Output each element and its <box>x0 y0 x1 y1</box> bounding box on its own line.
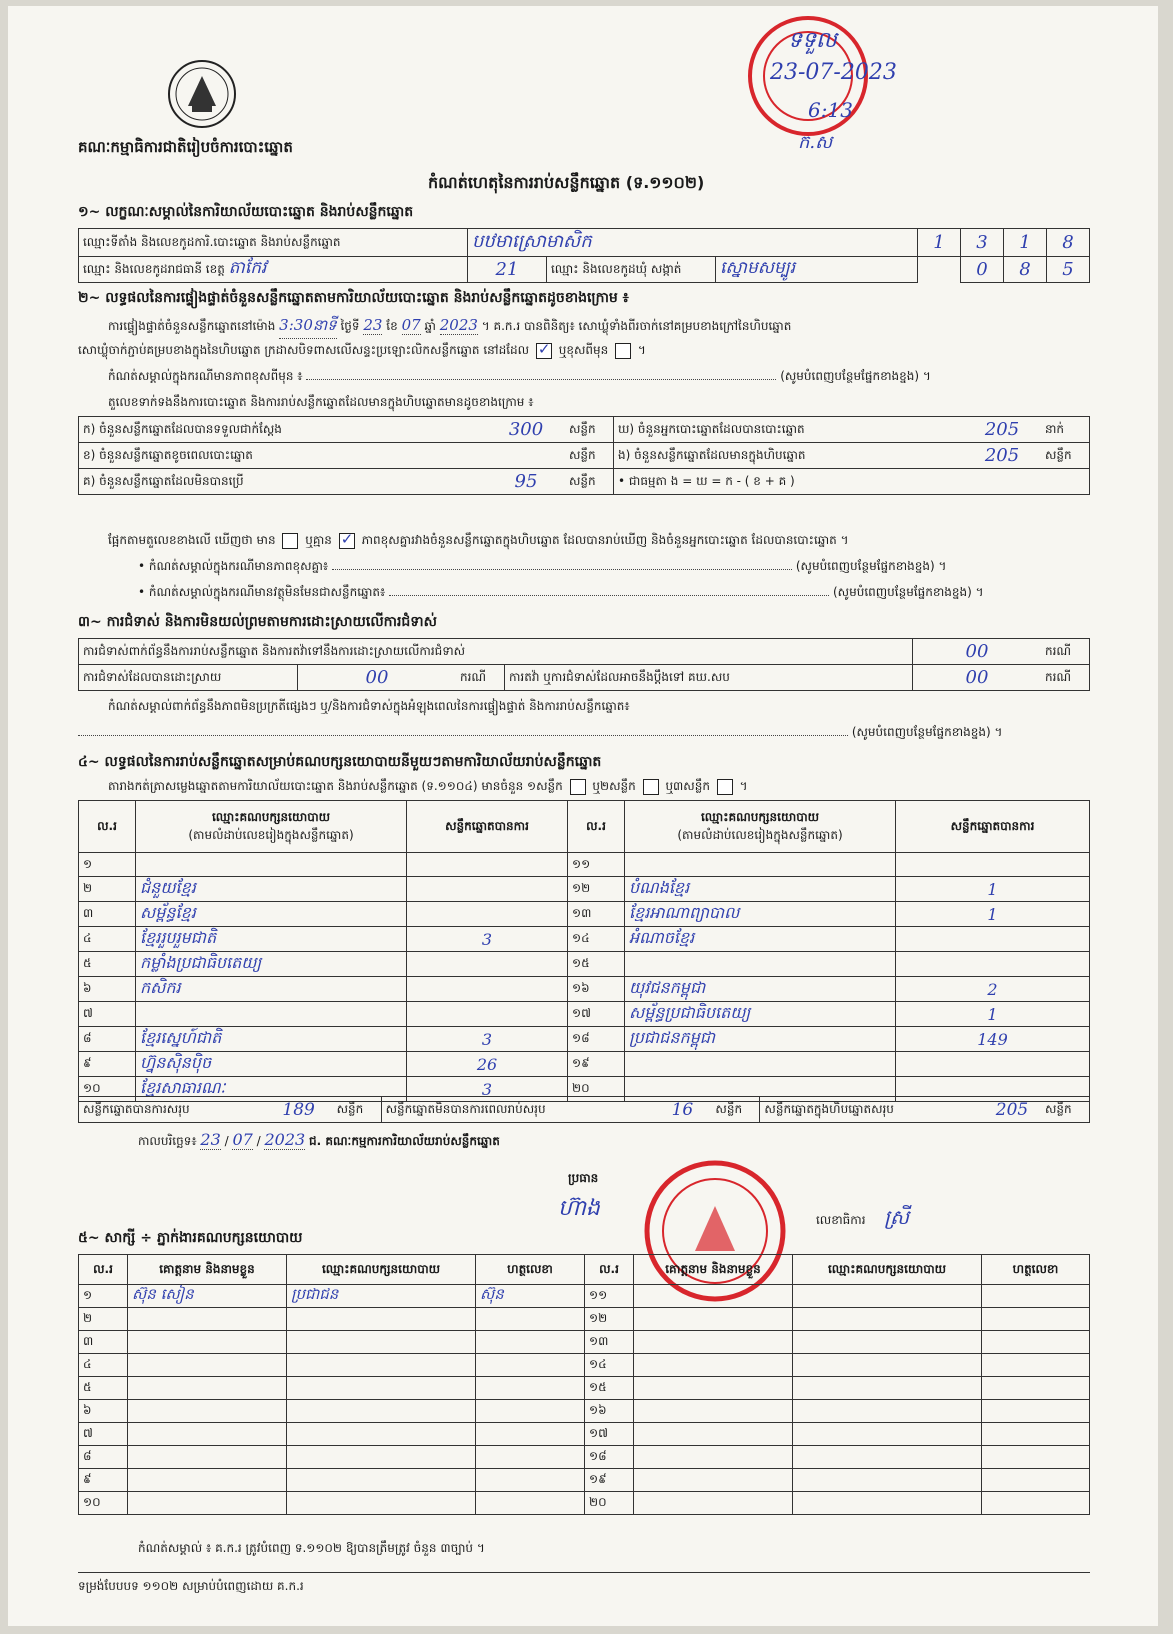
verification-day-label: ថ្ងៃទី <box>340 319 360 333</box>
witness-name <box>634 1377 793 1400</box>
section2-heading: ២~ លទ្ធផលនៃការផ្ទៀងផ្ទាត់ចំនួនសន្លឹកឆ្នោតតាមការិយាល័យបោះឆ្នោត និងរាប់សន្លឹកឆ្នោតដូចខាងក្រោម ៖ <box>78 290 629 306</box>
witness-no: ៥ <box>79 1377 128 1400</box>
irregularity-hint: (សូមបំពេញបន្ថែមផ្នែកខាងខ្នង) ។ <box>851 725 1003 739</box>
result-party: ខ្មែរសាធារណៈ <box>136 1077 407 1102</box>
witness-no: ៩ <box>79 1469 128 1492</box>
witness-signature <box>476 1400 585 1423</box>
results-row <box>79 902 1090 927</box>
org-name: គណៈកម្មាធិការជាតិរៀបចំការបោះឆ្នោត <box>78 138 293 156</box>
witness-name <box>634 1400 793 1423</box>
result-votes <box>407 952 568 977</box>
witness-row <box>79 1308 1090 1331</box>
witness-name <box>128 1377 287 1400</box>
ballots-in-box-label: ង) ចំនួនសន្លឹកឆ្នោតដែលមានក្នុងហិបឆ្នោត <box>614 443 964 469</box>
secretary-signature: ស្រី <box>884 1205 909 1229</box>
witness-signature <box>476 1354 585 1377</box>
location-code-2: 3 <box>961 229 1004 257</box>
witness-name <box>128 1492 287 1515</box>
result-votes: 26 <box>407 1052 568 1077</box>
witness-no: ៣ <box>79 1331 128 1354</box>
witness-no: ១៣ <box>585 1331 634 1354</box>
result-no: ២ <box>79 877 136 902</box>
witness-no: ៤ <box>79 1354 128 1377</box>
province-code: 21 <box>468 257 547 283</box>
result-party <box>625 952 896 977</box>
witness-signature <box>476 1469 585 1492</box>
col-party-right: ឈ្មោះគណបក្សនយោបាយ (តាមលំដាប់លេខរៀងក្នុងសន្លឹកឆ្នោត) <box>625 801 896 853</box>
witness-col-party-right: ឈ្មោះគណបក្សនយោបាយ <box>793 1255 982 1285</box>
received-label: ទទួល <box>788 28 837 53</box>
section3-heading: ៣~ ការជំទាស់ និងការមិនយល់ព្រមតាមការដោះស្រាយលើការជំទាស់ <box>78 614 437 630</box>
results-table <box>78 800 1090 1102</box>
voters-voted-unit: នាក់ <box>1041 417 1090 443</box>
witness-party <box>287 1331 476 1354</box>
received-time: 6:13 <box>808 98 853 122</box>
section1-heading: ១~ លក្ខណៈសម្គាល់នៃការិយាល័យបោះឆ្នោត និងរាប់សន្លឹកឆ្នោត <box>78 204 414 220</box>
object-note-label: • កំណត់សម្គាល់ក្នុងករណីមានវត្ថុមិនមែនជាសន្លឹកឆ្នោត៖ <box>138 585 386 599</box>
result-party <box>136 853 407 877</box>
result-party: សម្ព័ន្ធប្រជាធិបតេយ្យ <box>625 1002 896 1027</box>
discrepancy-yes-checkbox[interactable] <box>282 533 298 549</box>
tally-intro-end: ។ <box>739 779 748 793</box>
witness-party <box>793 1354 982 1377</box>
result-votes <box>407 877 568 902</box>
discrepancy-line <box>108 532 849 550</box>
verification-rest: ។ គ.ក.រ បានពិនិត្យ៖ សោឃ្លុំទាំងពីរចាក់នៅគម្របខាងក្រៅនៃហិបឆ្នោត <box>481 319 792 333</box>
result-votes: 3 <box>407 1027 568 1052</box>
witness-col-no-left: ល.រ <box>79 1255 128 1285</box>
result-votes: 2 <box>896 977 1090 1002</box>
result-no: ៨ <box>79 1027 136 1052</box>
witness-signature <box>982 1354 1090 1377</box>
signature-date-line: កាលបរិច្ឆេទ៖ 23 / 07 / 2023 ជ. គណៈកម្មការការិយាល័យរាប់សន្លឹកឆ្នោត <box>138 1130 500 1149</box>
witness-footnote: កំណត់សម្គាល់ ៖ គ.ក.រ ត្រូវបំពេញ ទ.១១០២ ឱ្យបានត្រឹមត្រូវ ចំនួន ៣ច្បាប់ ។ <box>138 1541 485 1555</box>
witness-row <box>79 1377 1090 1400</box>
witness-party <box>793 1331 982 1354</box>
results-row <box>79 853 1090 877</box>
three-sheet-checkbox[interactable] <box>717 779 733 795</box>
results-row <box>79 1002 1090 1027</box>
date-month: 07 <box>232 1130 253 1149</box>
witness-party <box>287 1400 476 1423</box>
verification-line <box>108 316 791 339</box>
witness-party: ប្រជាជន <box>287 1285 476 1308</box>
figures-intro: តួលេខទាក់ទងនឹងការបោះឆ្នោត និងការរាប់សន្លឹកឆ្នោតដែលមានក្នុងហិបឆ្នោតមានដូចខាងក្រោម ៖ <box>108 395 534 409</box>
witness-no: ១២ <box>585 1308 634 1331</box>
witness-no: ១៧ <box>585 1423 634 1446</box>
witness-signature <box>982 1492 1090 1515</box>
result-no: ២០ <box>568 1077 625 1102</box>
witness-name <box>634 1354 793 1377</box>
witness-signature <box>476 1331 585 1354</box>
witness-col-party-left: ឈ្មោះគណបក្សនយោបាយ <box>287 1255 476 1285</box>
witness-no: ៨ <box>79 1446 128 1469</box>
objections-unit: ករណី <box>1041 639 1090 665</box>
result-no: ១៦ <box>568 977 625 1002</box>
total-valid-value: 189 <box>265 1097 333 1123</box>
ballots-in-box-value: 205 <box>963 443 1041 469</box>
witness-col-sign-right: ហត្ថលេខា <box>982 1255 1090 1285</box>
seal-end: ។ <box>637 343 646 357</box>
witness-party <box>793 1308 982 1331</box>
witness-party <box>793 1446 982 1469</box>
location-label: ឈ្មោះទីតាំង និងលេខកូដការិ.បោះឆ្នោត និងរាប់សន្លឹកឆ្នោត <box>79 229 468 257</box>
commune-code-3: 5 <box>1047 257 1090 283</box>
total-box-unit: សន្លឹក <box>1041 1097 1090 1123</box>
result-party: ខ្មែរអាណាព្យាបាល <box>625 902 896 927</box>
witness-name: ស៊ុន សៀន <box>128 1285 287 1308</box>
result-no: ៦ <box>79 977 136 1002</box>
form-page <box>8 6 1158 1626</box>
witness-party <box>287 1469 476 1492</box>
col-party-left: ឈ្មោះគណបក្សនយោបាយ (តាមលំដាប់លេខរៀងក្នុងសន្លឹកឆ្នោត) <box>136 801 407 853</box>
location-code-4: 8 <box>1047 229 1090 257</box>
object-note-line <box>138 584 984 602</box>
witness-party <box>287 1377 476 1400</box>
witness-row <box>79 1400 1090 1423</box>
tally-intro-b: ឬ២សន្លឹក <box>592 779 636 793</box>
witness-signature <box>476 1492 585 1515</box>
witness-party <box>793 1400 982 1423</box>
secretary-label: លេខាធិការ <box>816 1213 866 1227</box>
document-title: កំណត់ហេតុនៃការរាប់សន្លឹកឆ្នោត (ទ.១១០២) <box>428 173 705 192</box>
witness-no: ១៦ <box>585 1400 634 1423</box>
difference-note-label: • កំណត់សម្គាល់ក្នុងករណីមានភាពខុសគ្នា៖ <box>138 559 329 573</box>
witness-party <box>793 1423 982 1446</box>
witness-row <box>79 1492 1090 1515</box>
changed-label: ឬខុសពីមុន <box>558 343 609 357</box>
witness-no: ១០ <box>79 1492 128 1515</box>
result-votes <box>896 1052 1090 1077</box>
objections-table <box>78 638 1090 691</box>
footer-divider <box>78 1572 1090 1573</box>
witness-no: ១៩ <box>585 1469 634 1492</box>
witness-party <box>793 1285 982 1308</box>
result-party <box>625 853 896 877</box>
received-ballots-label: ក) ចំនួនសន្លឹកឆ្នោតដែលបានទទួលជាក់ស្តែង <box>79 417 488 443</box>
total-box-label: សន្លឹកឆ្នោតក្នុងហិបឆ្នោតសរុប <box>760 1097 983 1123</box>
received-ballots-unit: សន្លឹក <box>565 417 614 443</box>
unchanged-checkbox[interactable] <box>536 343 552 359</box>
figures-table <box>78 416 1090 495</box>
witness-col-name-left: គោត្តនាម និងនាមខ្លួន <box>128 1255 287 1285</box>
location-value: បឋមាស្រោមាសិក <box>468 229 918 257</box>
witness-party <box>793 1492 982 1515</box>
footer-text: ទម្រង់បែបបទ ១១០២ សម្រាប់បំពេញដោយ គ.ក.រ <box>78 1579 304 1593</box>
result-votes <box>896 952 1090 977</box>
received-signature: ក.ស <box>798 132 833 153</box>
witness-no: ៧ <box>79 1423 128 1446</box>
result-party: សម្ព័ន្ធខ្មែរ <box>136 902 407 927</box>
result-votes <box>896 927 1090 952</box>
witness-name <box>128 1308 287 1331</box>
unused-ballots-label: គ) ចំនួនសន្លឹកឆ្នោតដែលមិនបានប្រើ <box>79 469 488 495</box>
result-no: ៤ <box>79 927 136 952</box>
witness-name <box>634 1423 793 1446</box>
verification-year-label: ឆ្នាំ <box>424 319 436 333</box>
unused-ballots-value: 95 <box>487 469 565 495</box>
objections-label: ការជំទាស់ពាក់ព័ន្ធនឹងការរាប់សន្លឹកឆ្នោត និងការតវ៉ាទៅនឹងការដោះស្រាយលើការជំទាស់ <box>79 639 913 665</box>
result-party: ជំនួយខ្មែរ <box>136 877 407 902</box>
witness-signature <box>476 1377 585 1400</box>
discrepancy-a: ផ្អែកតាមតួលេខខាងលើ ឃើញថា មាន <box>108 533 276 547</box>
witness-party <box>287 1354 476 1377</box>
witness-signature <box>476 1308 585 1331</box>
result-no: ១៥ <box>568 952 625 977</box>
result-party <box>625 1052 896 1077</box>
results-row <box>79 1027 1090 1052</box>
result-votes <box>407 853 568 877</box>
witness-signature <box>982 1308 1090 1331</box>
result-no: ១៨ <box>568 1027 625 1052</box>
total-valid-label: សន្លឹកឆ្នោតបានការសរុប <box>79 1097 265 1123</box>
witness-name <box>634 1285 793 1308</box>
received-date: 23-07-2023 <box>770 60 897 85</box>
result-party: ខ្មែររួបរួមជាតិ <box>136 927 407 952</box>
verification-day: 23 <box>363 316 383 334</box>
witness-party <box>793 1469 982 1492</box>
witness-table <box>78 1254 1090 1515</box>
irregularity-line <box>78 724 1002 742</box>
result-party: ប្រជាជនកម្ពុជា <box>625 1027 896 1052</box>
resolved-label: ការជំទាស់ដែលបានដោះស្រាយ <box>79 665 298 691</box>
result-votes <box>896 853 1090 877</box>
result-votes: 1 <box>896 877 1090 902</box>
witness-name <box>128 1446 287 1469</box>
seal-text: សោឃ្លុំចាក់ភ្ជាប់គម្របខាងក្នុងនៃហិបឆ្នោត ក្រដាសបិទពាសលើសន្ទះប្រឡោះលិកសន្លឹកឆ្នោត នៅដដែល <box>78 343 530 357</box>
witness-row <box>79 1423 1090 1446</box>
witness-no: ១៤ <box>585 1354 634 1377</box>
verification-year: 2023 <box>439 316 478 334</box>
witness-signature <box>982 1423 1090 1446</box>
appeal-unit: ករណី <box>1041 665 1090 691</box>
location-code-1: 1 <box>918 229 961 257</box>
witness-signature <box>982 1285 1090 1308</box>
witness-name <box>634 1331 793 1354</box>
total-invalid-value: 16 <box>653 1097 711 1123</box>
witness-row <box>79 1469 1090 1492</box>
result-party: ខ្មែរស្នេហ៍ជាតិ <box>136 1027 407 1052</box>
date-year: 2023 <box>264 1130 306 1149</box>
witness-no: ២ <box>79 1308 128 1331</box>
commune-label: ឈ្មោះ និងលេខកូដឃុំ សង្កាត់ <box>547 257 716 283</box>
location-code-3: 1 <box>1004 229 1047 257</box>
result-votes: 1 <box>896 902 1090 927</box>
resolved-value: 00 <box>298 665 457 691</box>
verification-month: 07 <box>401 316 421 334</box>
commune-value: ស្នោមសម្បូរ <box>716 257 918 283</box>
committee-label: ជ. គណៈកម្មការការិយាល័យរាប់សន្លឹកឆ្នោត <box>309 1134 500 1148</box>
section1-table <box>78 228 1090 283</box>
witness-signature <box>982 1446 1090 1469</box>
irregularity-note: កំណត់សម្គាល់ពាក់ព័ន្ធនឹងភាពមិនប្រក្រតីផ្សេងៗ ឬ/និងការជំទាស់ក្នុងអំឡុងពេលនៃការផ្ទៀងផ្ទាត់ និងការរាប់សន្លឹកឆ្នោត៖ <box>108 699 630 713</box>
col-no-left: ល.រ <box>79 801 136 853</box>
formula-note: • ជាធម្មតា ង = ឃ = ក - ( ខ + គ ) <box>614 469 1090 495</box>
witness-signature <box>982 1377 1090 1400</box>
spoiled-ballots-unit: សន្លឹក <box>565 443 614 469</box>
section4-heading: ៤~ លទ្ធផលនៃការរាប់សន្លឹកឆ្នោតសម្រាប់គណបក្សនយោបាយនីមួយៗតាមការិយាល័យរាប់សន្លឹកឆ្នោត <box>78 754 602 770</box>
change-note-line <box>108 368 931 386</box>
results-row <box>79 927 1090 952</box>
col-votes-right: សន្លឹកឆ្នោតបានការ <box>896 801 1090 853</box>
total-invalid-unit: សន្លឹក <box>711 1097 760 1123</box>
two-sheet-checkbox[interactable] <box>643 779 659 795</box>
col-votes-left: សន្លឹកឆ្នោតបានការ <box>407 801 568 853</box>
result-party: បំណងខ្មែរ <box>625 877 896 902</box>
appeal-label: ការតវ៉ា ឬការជំទាស់ដែលអាចនឹងប្តឹងទៅ គឃ.សប <box>505 665 913 691</box>
result-party <box>136 1002 407 1027</box>
total-invalid-label: សន្លឹកឆ្នោតមិនបានការពេលរាប់សរុប <box>381 1097 653 1123</box>
witness-col-sign-left: ហត្ថលេខា <box>476 1255 585 1285</box>
result-no: ៥ <box>79 952 136 977</box>
witness-name <box>634 1469 793 1492</box>
witness-party <box>287 1308 476 1331</box>
verification-intro: ការផ្ទៀងផ្ទាត់ចំនួនសន្លឹកឆ្នោតនៅម៉ោង <box>108 319 276 333</box>
witness-name <box>128 1354 287 1377</box>
witness-signature: ស៊ុន <box>476 1285 585 1308</box>
witness-no: ១១ <box>585 1285 634 1308</box>
tally-intro <box>108 778 748 796</box>
result-no: ១២ <box>568 877 625 902</box>
result-votes: 3 <box>407 1077 568 1102</box>
verification-time: 3:30នាទី <box>279 316 337 339</box>
province-value: តាកែវ <box>228 258 267 278</box>
totals-table <box>78 1096 1090 1123</box>
witness-signature <box>982 1469 1090 1492</box>
witness-signature <box>476 1423 585 1446</box>
section5-heading: ៥~ សាក្សី ÷ ភ្នាក់ងារគណបក្សនយោបាយ <box>78 1230 303 1246</box>
ballots-in-box-unit: សន្លឹក <box>1041 443 1090 469</box>
appeal-value: 00 <box>913 665 1042 691</box>
changed-checkbox[interactable] <box>615 343 631 359</box>
total-valid-unit: សន្លឹក <box>333 1097 382 1123</box>
objections-value: 00 <box>913 639 1042 665</box>
results-row <box>79 1052 1090 1077</box>
witness-party <box>287 1423 476 1446</box>
result-party: អំណាចខ្មែរ <box>625 927 896 952</box>
chair-label: ប្រធាន <box>568 1171 599 1185</box>
commune-code-2: 8 <box>1004 257 1047 283</box>
result-no: ១៤ <box>568 927 625 952</box>
witness-name <box>128 1423 287 1446</box>
spoiled-ballots-label: ខ) ចំនួនសន្លឹកឆ្នោតខូចពេលបោះឆ្នោត <box>79 443 488 469</box>
witness-col-name-right: គោត្តនាម និងនាមខ្លួន <box>634 1255 793 1285</box>
difference-note-line <box>138 558 946 576</box>
result-no: ១៩ <box>568 1052 625 1077</box>
date-day: 23 <box>200 1130 221 1149</box>
change-note-hint: (សូមបំពេញបន្ថែមផ្នែកខាងខ្នង) ។ <box>780 369 931 383</box>
one-sheet-checkbox[interactable] <box>570 779 586 795</box>
witness-no: ៦ <box>79 1400 128 1423</box>
witness-row <box>79 1331 1090 1354</box>
witness-name <box>128 1331 287 1354</box>
result-no: ៩ <box>79 1052 136 1077</box>
result-votes <box>407 902 568 927</box>
result-votes: 3 <box>407 927 568 952</box>
received-ballots-value: 300 <box>487 417 565 443</box>
resolved-unit: ករណី <box>456 665 505 691</box>
object-note-hint: (សូមបំពេញបន្ថែមផ្នែកខាងខ្នង) ។ <box>832 585 984 599</box>
discrepancy-no-checkbox[interactable] <box>339 533 355 549</box>
witness-name <box>128 1469 287 1492</box>
result-votes <box>407 1002 568 1027</box>
result-votes <box>407 977 568 1002</box>
results-row <box>79 977 1090 1002</box>
witness-row <box>79 1285 1090 1308</box>
nec-emblem-icon <box>166 58 238 130</box>
result-no: ១០ <box>79 1077 136 1102</box>
result-party: ហ្វ៊ុនស៊ិនប៉ិច <box>136 1052 407 1077</box>
witness-row <box>79 1446 1090 1469</box>
result-party: កម្លាំងប្រជាធិបតេយ្យ <box>136 952 407 977</box>
witness-name <box>634 1492 793 1515</box>
witness-party <box>793 1377 982 1400</box>
tally-intro-c: ឬ៣សន្លឹក <box>665 779 710 793</box>
witness-name <box>128 1400 287 1423</box>
verification-month-label: ខែ <box>386 319 398 333</box>
witness-party <box>287 1446 476 1469</box>
witness-party <box>287 1492 476 1515</box>
date-label: កាលបរិច្ឆេទ៖ <box>138 1134 197 1148</box>
witness-row <box>79 1354 1090 1377</box>
witness-signature <box>982 1331 1090 1354</box>
witness-no: ១៥ <box>585 1377 634 1400</box>
voters-voted-value: 205 <box>963 417 1041 443</box>
voters-voted-label: ឃ) ចំនួនអ្នកបោះឆ្នោតដែលបានបោះឆ្នោត <box>614 417 964 443</box>
result-no: ៣ <box>79 902 136 927</box>
result-no: ១ <box>79 853 136 877</box>
results-row <box>79 877 1090 902</box>
results-row <box>79 952 1090 977</box>
col-no-right: ល.រ <box>568 801 625 853</box>
discrepancy-c: ភាពខុសគ្នារវាងចំនួនសន្លឹកឆ្នោតក្នុងហិបឆ្នោត ដែលបានរាប់ឃើញ និងចំនួនអ្នកបោះឆ្នោត ដែលបានបោះឆ្នោត ។ <box>361 533 849 547</box>
witness-no: ១៨ <box>585 1446 634 1469</box>
witness-name <box>634 1308 793 1331</box>
change-note-label: កំណត់សម្គាល់ក្នុងករណីមានភាពខុសពីមុន ៖ <box>108 369 303 383</box>
witness-col-no-right: ល.រ <box>585 1255 634 1285</box>
witness-no: ១ <box>79 1285 128 1308</box>
province-label: ឈ្មោះ និងលេខកូដរាជធានី ខេត្ត <box>83 262 225 276</box>
total-box-value: 205 <box>983 1097 1041 1123</box>
witness-name <box>634 1446 793 1469</box>
result-votes: 149 <box>896 1027 1090 1052</box>
result-votes: 1 <box>896 1002 1090 1027</box>
result-no: ៧ <box>79 1002 136 1027</box>
chair-signature: ហ៊ាង <box>558 1196 600 1221</box>
commune-code-1: 0 <box>961 257 1004 283</box>
difference-note-hint: (សូមបំពេញបន្ថែមផ្នែកខាងខ្នង) ។ <box>795 559 947 573</box>
tally-intro-a: តារាងកត់ត្រាសម្លេងឆ្នោតតាមការិយាល័យបោះឆ្នោត និងរាប់សន្លឹកឆ្នោត (ទ.១១០៤) មានចំនួន ១សន្លឹក <box>108 779 563 793</box>
discrepancy-b: ឬគ្មាន <box>305 533 332 547</box>
result-no: ១១ <box>568 853 625 877</box>
spoiled-ballots-value <box>487 443 565 469</box>
result-no: ១៧ <box>568 1002 625 1027</box>
seal-line <box>78 342 646 360</box>
result-party: កសិករ <box>136 977 407 1002</box>
result-party: យុវជនកម្ពុជា <box>625 977 896 1002</box>
witness-no: ២០ <box>585 1492 634 1515</box>
unused-ballots-unit: សន្លឹក <box>565 469 614 495</box>
witness-signature <box>982 1400 1090 1423</box>
result-no: ១៣ <box>568 902 625 927</box>
witness-signature <box>476 1446 585 1469</box>
